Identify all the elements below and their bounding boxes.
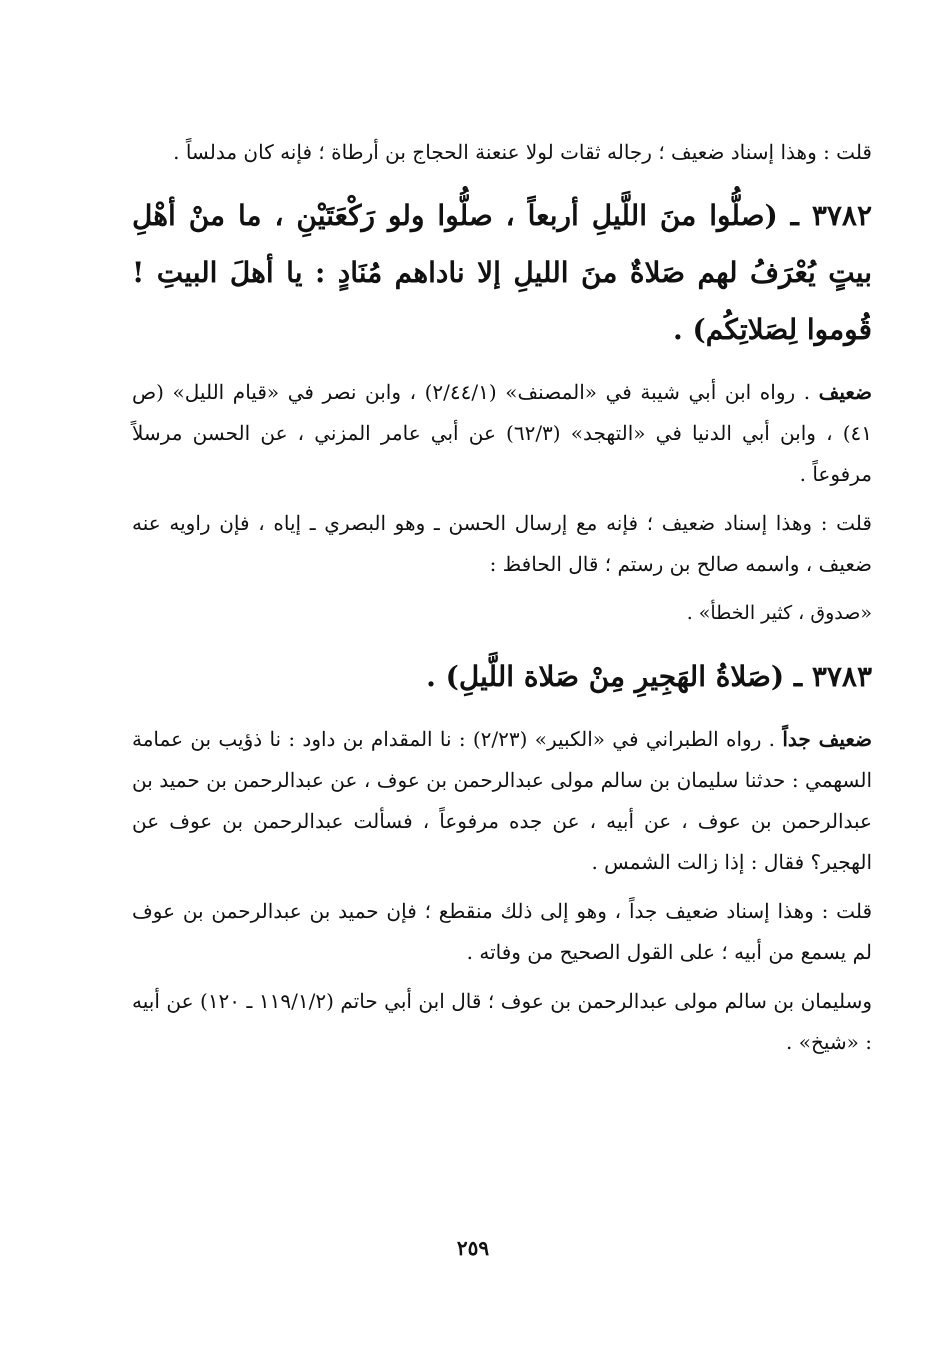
hadith-3782: ٣٧٨٢ ـ (صلُّوا منَ اللَّيلِ أربعاً ، صلُّوا ولو رَكْعَتَيْنِ ، ما منْ أهْلِ بيتٍ يُعْرَفُ لهم صَلاةٌ منَ الليلِ إلا ناداهم مُنَادٍ : يا أهلَ البيتِ ! قُوموا لِصَلاتِكُم) . [132,199,872,346]
page-number: ٢٥٩ [456,1236,490,1260]
paragraph-body: . رواه ابن أبي شيبة في «المصنف» (٢/٤٤/١) ، وابن نصر في «قيام الليل» (ص ٤١) ، وابن أبي الدنيا في «التهجد» (٦٢/٣) عن أبي عامر المزني ، عن الحسن مرسلاً مرفوعاً . [132,380,872,486]
paragraph-comment-3782: قلت : وهذا إسناد ضعيف ؛ فإنه مع إرسال الحسن ـ وهو البصري ـ إياه ، فإن راويه عنه ضعيف ، واسمه صالح بن رستم ؛ قال الحافظ : [132,511,872,576]
paragraph-intro-note: قلت : وهذا إسناد ضعيف ؛ رجاله ثقات لولا عنعنة الحجاج بن أرطاة ؛ فإنه كان مدلساً . [173,140,872,164]
paragraph-narrator-note: وسليمان بن سالم مولى عبدالرحمن بن عوف ؛ قال ابن أبي حاتم (١١٩/١/٢ ـ ١٢٠) عن أبيه : «شيخ» . [132,989,872,1054]
grade-label: ضعيف [818,380,873,404]
paragraph-takhrij-3782 [132,372,872,495]
hadith-3783: ٣٧٨٣ ـ (صَلاةُ الهَجِيرِ مِنْ صَلاة اللَّيلِ) . [426,660,872,693]
quotation: «صدوق ، كثير الخطأ» . [686,602,872,624]
paragraph-takhrij-3783 [132,719,872,883]
paragraph-body: . رواه الطبراني في «الكبير» (٢/٢٣) : نا المقدام بن داود : نا ذؤيب بن عمامة السهمي : حدثنا سليمان بن سالم مولى عبدالرحمن بن عوف ، عن عبدالرحمن بن حميد بن عبدالرحمن بن عوف ، عن أبيه ، عن جده مرفوعاً ، فسألت عبدالرحمن بن عوف عن الهجير؟ فقال : إذا زالت الشمس . [132,727,872,874]
text-column [132,132,872,1071]
paragraph-comment-3783: قلت : وهذا إسناد ضعيف جداً ، وهو إلى ذلك منقطع ؛ فإن حميد بن عبدالرحمن بن عوف لم يسمع من أبيه ؛ على القول الصحيح من وفاته . [132,899,873,964]
grade-label: ضعيف جداً [782,727,872,751]
